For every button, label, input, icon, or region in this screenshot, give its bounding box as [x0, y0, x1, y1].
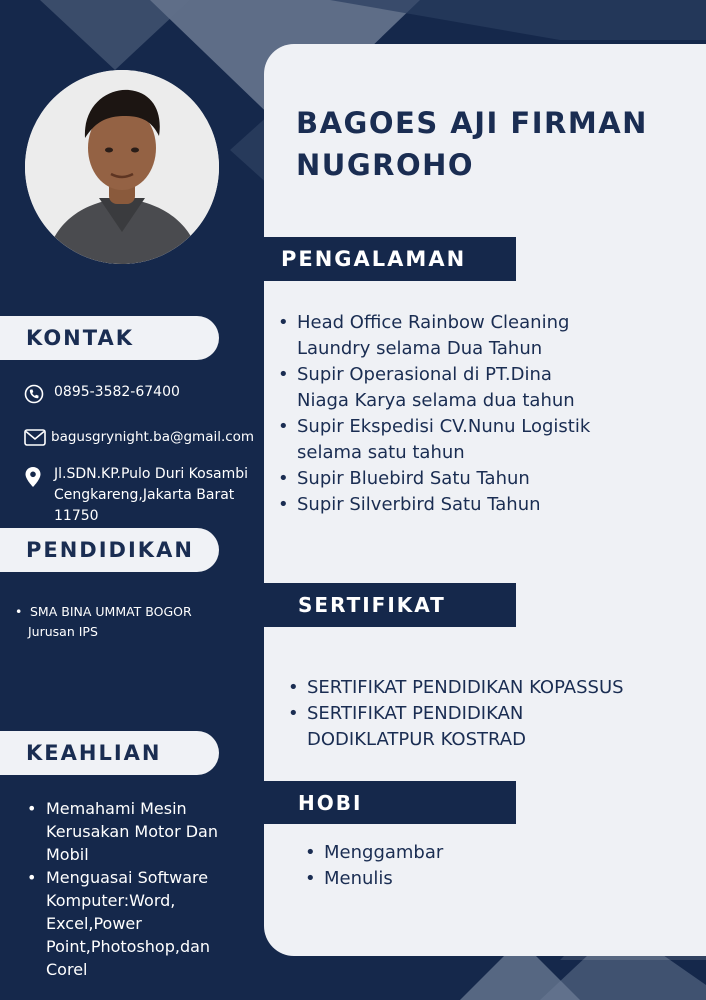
education-list — [12, 602, 252, 642]
experience-line: • Supir Ekspedisi CV.Nunu Logistik — [297, 416, 591, 437]
hobby-list — [302, 840, 602, 892]
location-pin-icon — [24, 466, 42, 488]
education-school: • SMA BINA UMMAT BOGOR — [30, 604, 192, 619]
experience-item — [275, 310, 635, 362]
email-address: bagusgrynight.ba@gmail.com — [51, 429, 255, 445]
address-line-2: Cengkareng,Jakarta Barat — [54, 487, 235, 503]
sertifikat-heading: SERTIFIKAT — [264, 583, 516, 627]
experience-item — [275, 414, 635, 466]
keahlian-heading: KEAHLIAN — [0, 731, 219, 775]
hobi-heading: HOBI — [264, 781, 516, 824]
experience-item — [275, 492, 635, 518]
phone-icon — [24, 384, 44, 404]
certificate-list — [285, 675, 665, 753]
contact-address — [24, 464, 264, 528]
kontak-heading: KONTAK — [0, 316, 219, 360]
address-line-1: Jl.SDN.KP.Pulo Duri Kosambi — [54, 466, 249, 482]
experience-line: • Supir Bluebird Satu Tahun — [297, 468, 530, 489]
experience-line: • Head Office Rainbow Cleaning — [297, 312, 570, 333]
certificate-item — [285, 675, 665, 701]
mail-icon — [24, 429, 46, 447]
address-line-3: 11750 — [54, 508, 99, 524]
pengalaman-heading: PENGALAMAN — [264, 237, 516, 281]
full-name: BAGOES AJI FIRMAN NUGROHO — [296, 106, 648, 182]
experience-line: • Supir Operasional di PT.Dina — [297, 364, 552, 385]
skill-item — [24, 866, 254, 981]
phone-number: 0895-3582-67400 — [54, 384, 180, 400]
profile-photo — [25, 70, 219, 264]
skill-line: • Menguasai Software — [46, 868, 209, 887]
hobby-item — [302, 866, 602, 892]
certificate-line: • SERTIFIKAT PENDIDIKAN KOPASSUS — [307, 677, 624, 698]
certificate-item — [285, 701, 665, 753]
experience-line: • Supir Silverbird Satu Tahun — [297, 494, 541, 515]
skill-line: Mobil — [46, 845, 89, 864]
experience-item — [275, 362, 635, 414]
skill-line: Komputer:Word, — [46, 891, 176, 910]
experience-item — [275, 466, 635, 492]
hobby-line: • Menulis — [324, 868, 393, 889]
skill-item — [24, 797, 254, 866]
certificate-line: • SERTIFIKAT PENDIDIKAN — [307, 703, 524, 724]
skill-line: Kerusakan Motor Dan — [46, 822, 218, 841]
hobby-line: • Menggambar — [324, 842, 444, 863]
skills-list — [24, 797, 254, 981]
experience-line: Niaga Karya selama dua tahun — [297, 390, 575, 411]
experience-line: Laundry selama Dua Tahun — [297, 338, 543, 359]
experience-list — [275, 310, 635, 518]
skill-line: Point,Photoshop,dan — [46, 937, 211, 956]
education-item — [12, 602, 252, 642]
experience-line: selama satu tahun — [297, 442, 465, 463]
skill-line: • Memahami Mesin — [46, 799, 187, 818]
contact-email — [24, 427, 259, 449]
hobby-item — [302, 840, 602, 866]
contact-phone — [24, 382, 259, 404]
skill-line: Excel,Power — [46, 914, 142, 933]
education-major: Jurusan IPS — [28, 624, 98, 639]
certificate-line: DODIKLATPUR KOSTRAD — [307, 729, 526, 750]
pendidikan-heading: PENDIDIKAN — [0, 528, 219, 572]
skill-line: Corel — [46, 960, 88, 979]
